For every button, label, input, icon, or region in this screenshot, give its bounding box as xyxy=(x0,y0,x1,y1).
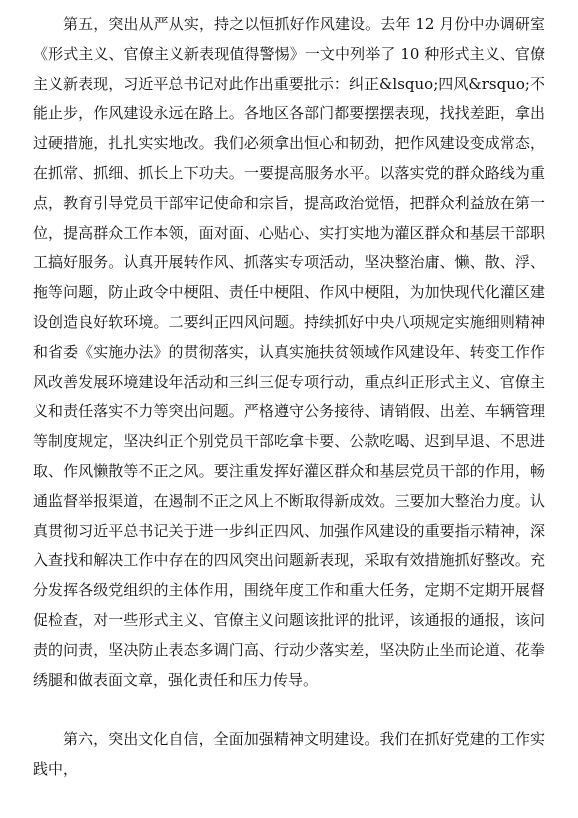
paragraph-section-six: 第六，突出文化自信，全面加强精神文明建设。我们在抓好党建的工作实践中， xyxy=(33,730,545,779)
paragraph-section-five: 第五，突出从严从实，持之以恒抓好作风建设。去年 12 月份中办调研室《形式主义、官僚主义新表现值得警惕》一文中列举了 10 种形式主义、官僚主义新表现，习近平总书记对此作出重要批示：纠正&lsquo;四风&rsquo;不能止步，作风建设永远在路上。各地区各部门都要摆摆表现，找找差距，拿出过硬措施，扎扎实实地改。我们必须拿出恒心和韧劲，把作风建设变成常态，在抓常、抓细、抓长上下功夫。一要提高服务水平。以落实党的群众路线为重点，教育引导党员干部牢记使命和宗旨，提高政治觉悟，把群众利益放在第一位，提高群众工作本领，面对面、心贴心、实打实地为灌区群众和基层干部职工搞好服务。认真开展转作风、抓落实专项活动，坚决整治庸、懒、散、浮、拖等问题，防止政令中梗阻、责任中梗阻、作风中梗阻，为加快现代化灌区建设创造良好软环境。二要纠正四风问题。持续抓好中央八项规定实施细则精神和省委《实施办法》的贯彻落实，认真实施扶贫领域作风建设年、转变工作作风改善发展环境建设年活动和三纠三促专项行动，重点纠正形式主义、官僚主义和责任落实不力等突出问题。严格遵守公务接待、请销假、出差、车辆管理等制度规定，坚决纠正个别党员干部吃拿卡要、公款吃喝、迟到早退、不思进取、作风懒散等不正之风。要注重发挥好灌区群众和基层党员干部的作用，畅通监督举报渠道，在遏制不正之风上不断取得新成效。三要加大整治力度。认真贯彻习近平总书记关于进一步纠正四风、加强作风建设的重要指示精神，深入查找和解决工作中存在的四风突出问题新表现，采取有效措施抓好整改。充分发挥各级党组织的主体作用，围绕年度工作和重大任务，定期不定期开展督促检查，对一些形式主义、官僚主义问题该批评的批评，该通报的通报，该问责的问责，坚决防止表态多调门高、行动少落实差，坚决防止坐而论道、花拳绣腿和做表面文章，强化责任和压力传导。 xyxy=(33,15,545,689)
